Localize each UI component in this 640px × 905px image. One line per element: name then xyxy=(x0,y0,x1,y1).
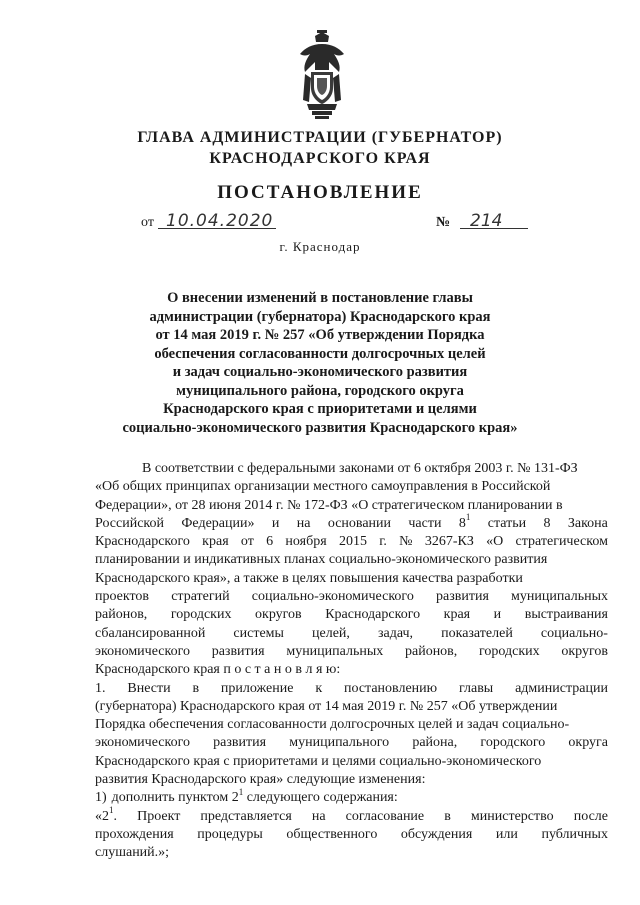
body-line xyxy=(95,734,608,752)
document-type: ПОСТАНОВЛЕНИЕ xyxy=(217,182,423,203)
title-line: и задач социально-экономического развития xyxy=(172,364,468,380)
body-text: социально- xyxy=(540,625,608,641)
date-prefix: от xyxy=(141,215,154,230)
body-line xyxy=(95,661,608,679)
body-text: главы xyxy=(458,680,494,696)
body-text: целей, xyxy=(312,625,350,641)
body-line xyxy=(95,804,608,826)
body-text: от xyxy=(240,534,254,550)
body-text: публичных xyxy=(541,826,608,842)
coat-of-arms-emblem xyxy=(297,30,347,120)
document-body xyxy=(95,460,608,863)
body-text: муниципального xyxy=(289,735,390,751)
body-text: социально-экономического xyxy=(251,589,414,605)
title-line: социально-экономического развития Краснодарского края» xyxy=(122,419,518,436)
body-text: процедуры xyxy=(197,826,263,842)
body-text: района, xyxy=(412,735,458,751)
body-text: муниципальных xyxy=(511,589,608,605)
body-text: представляется xyxy=(200,808,292,824)
body-text: экономического xyxy=(95,735,190,751)
body-text: 1. xyxy=(95,680,106,696)
body-text xyxy=(95,460,137,478)
issuer-line-2: КРАСНОДАРСКОГО КРАЯ xyxy=(209,150,431,167)
body-text: слушаний.»; xyxy=(95,845,170,861)
body-line xyxy=(95,606,608,624)
body-text: в xyxy=(192,680,200,696)
body-text: муниципальных xyxy=(286,643,384,659)
body-text: Российской xyxy=(95,515,164,531)
body-text: В соответствии с федеральными законами от 6 октября 2003 г. № 131-ФЗ xyxy=(142,461,578,476)
body-line xyxy=(95,844,608,862)
body-line xyxy=(95,533,608,551)
body-text: и xyxy=(271,515,280,531)
body-text: Краснодарского xyxy=(95,534,190,550)
body-text: к xyxy=(315,680,323,696)
body-text: «О xyxy=(486,534,504,550)
body-line xyxy=(95,551,608,569)
body-line xyxy=(95,753,608,771)
body-text: обсуждения xyxy=(400,826,473,842)
body-text: министерство xyxy=(470,808,554,824)
body-text: Краснодарского края п о с т а н о в л я ю: xyxy=(95,662,341,678)
body-text: 1) xyxy=(95,790,107,806)
body-text: районов, xyxy=(95,607,148,623)
body-text: городских xyxy=(170,607,232,623)
body-line xyxy=(95,786,608,807)
body-text: (губернатора) Краснодарского края от 14 мая 2019 г. № 257 «Об утверждении xyxy=(95,698,558,714)
body-line xyxy=(95,643,608,661)
body-text: 6 xyxy=(266,534,274,550)
city: г. Краснодар xyxy=(279,239,361,254)
body-text: Краснодарского xyxy=(325,607,421,623)
body-line xyxy=(95,625,608,643)
title-line: Краснодарского края с приоритетами и целями xyxy=(163,401,477,417)
body-line xyxy=(95,698,608,716)
body-text: основании xyxy=(327,515,392,531)
body-text: после xyxy=(573,808,608,824)
body-text: приложение xyxy=(220,680,294,696)
body-text: сбалансированной xyxy=(95,625,206,641)
body-text: на xyxy=(311,808,326,824)
body-text: округа xyxy=(568,735,608,751)
body-text: Краснодарского края», а также в целях повышения качества разработки xyxy=(95,570,523,586)
body-text: Проект xyxy=(137,808,181,824)
body-text: Федерации» xyxy=(181,515,255,531)
document-number: 214 xyxy=(470,211,503,231)
body-text: в xyxy=(444,808,451,824)
number-prefix: № xyxy=(436,215,451,230)
body-text: дополнить пунктом $2^1$ следующего содержания: xyxy=(111,786,398,806)
body-text: «$2^1$. xyxy=(95,804,117,824)
body-text: согласование xyxy=(345,808,425,824)
issuer-line-1: ГЛАВА АДМИНИСТРАЦИИ (ГУБЕРНАТОР) xyxy=(137,129,503,146)
body-text: г. xyxy=(379,534,387,550)
title-line: обеспечения согласованности долгосрочных целей xyxy=(154,345,486,362)
body-text: районов, xyxy=(404,643,458,659)
body-text: проектов xyxy=(95,589,150,605)
body-text: статьи xyxy=(487,515,527,531)
body-text: № xyxy=(399,534,413,550)
body-text: части xyxy=(408,515,442,531)
document-date: 10.04.2020 xyxy=(166,211,274,231)
body-text: общественного xyxy=(286,826,378,842)
document-title xyxy=(120,289,520,437)
body-text: прохождения xyxy=(95,826,174,842)
body-text: постановлению xyxy=(343,680,438,696)
body-text: $8^1$ xyxy=(458,512,471,531)
body-text: стратегий xyxy=(171,589,230,605)
body-line xyxy=(95,570,608,588)
body-text: или xyxy=(495,826,518,842)
body-text: края xyxy=(443,607,471,623)
body-line xyxy=(95,497,608,515)
body-text: Краснодарского края с приоритетами и целями социально-экономического xyxy=(95,753,542,769)
title-line: муниципального района, городского округа xyxy=(176,382,464,399)
body-line xyxy=(95,460,608,478)
body-text: системы xyxy=(233,625,284,641)
body-line xyxy=(95,680,608,698)
body-line xyxy=(95,478,608,496)
body-text: городских xyxy=(479,643,540,659)
body-line xyxy=(95,771,608,789)
body-text: на xyxy=(296,515,311,531)
body-text: и xyxy=(493,607,502,623)
body-line xyxy=(95,716,608,734)
body-text: Порядка обеспечения согласованности долгосрочных целей и задач социально- xyxy=(95,717,570,733)
body-text: ноября xyxy=(285,534,327,550)
body-text: развития xyxy=(211,643,265,659)
body-text: края xyxy=(202,534,229,550)
body-text: Внести xyxy=(127,680,171,696)
body-text: выстраивания xyxy=(524,607,608,623)
body-text: развития xyxy=(213,735,267,751)
title-line: администрации (губернатора) Краснодарского края xyxy=(149,308,491,325)
body-text: развития Краснодарского края» следующие изменения: xyxy=(95,772,426,788)
title-line: О внесении изменений в постановление главы xyxy=(167,290,473,306)
body-text: округов xyxy=(255,607,302,623)
body-text: показателей xyxy=(441,625,513,641)
body-text: округов xyxy=(561,643,608,659)
body-text: развития xyxy=(435,589,489,605)
body-text: 2015 xyxy=(338,534,367,550)
body-text: городского xyxy=(480,735,546,751)
body-line xyxy=(95,588,608,606)
body-text: Федерации», от 28 июня 2014 г. № 172-ФЗ «О стратегическом планировании в xyxy=(95,497,563,513)
body-line xyxy=(95,512,608,533)
body-text: 8 xyxy=(543,515,551,531)
body-text: администрации xyxy=(515,680,608,696)
body-line xyxy=(95,826,608,844)
body-text: стратегическом xyxy=(515,534,608,550)
body-text: планировании и индикативных планах социально-экономического развития xyxy=(95,552,548,568)
body-text: экономического xyxy=(95,643,190,659)
body-text: задач, xyxy=(377,625,414,641)
title-line: от 14 мая 2019 г. № 257 «Об утверждении Порядка xyxy=(155,327,485,343)
body-text: Закона xyxy=(567,515,608,531)
body-text: «Об общих принципах организации местного самоуправления в Российской xyxy=(95,479,551,495)
body-text: 3267-КЗ xyxy=(424,534,474,550)
